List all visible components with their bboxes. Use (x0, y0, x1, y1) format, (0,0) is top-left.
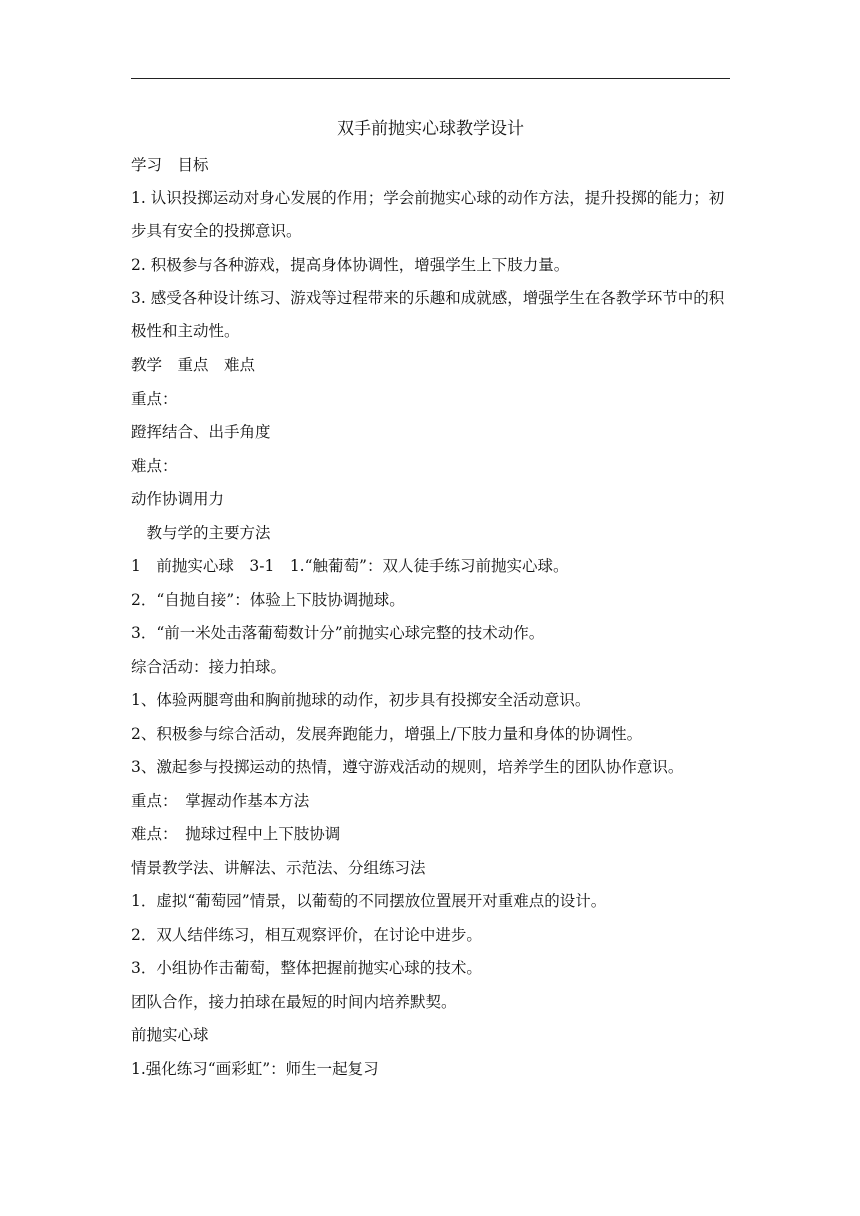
section-heading-methods: 教与学的主要方法 (131, 523, 271, 542)
teaching-step-1: 1．虚拟“葡萄园”情景，以葡萄的不同摆放位置展开对重难点的设计。 (131, 892, 607, 910)
activity-goal-1: 1、体验两腿弯曲和胸前抛球的动作，初步具有投掷安全活动意识。 (131, 691, 591, 709)
activity-goal-2: 2、积极参与综合活动，发展奔跑能力，增强上/下肢力量和身体的协调性。 (131, 724, 643, 743)
section-heading-forward-throw: 前抛实心球 (131, 1026, 209, 1044)
goal-item-1: 1. 认识投掷运动对身心发展的作用；学会前抛实心球的动作方法，提升投掷的能力；初步具有安全的投掷意识。 (131, 189, 725, 240)
section-heading-key-points: 教学 重点 难点 (131, 356, 256, 374)
teaching-step-2: 2．双人结伴练习，相互观察评价，在讨论中进步。 (131, 925, 482, 944)
method-item-2: 2．“自抛自接”：体验上下肢协调抛球。 (131, 590, 405, 609)
activity-heading: 综合活动：接力拍球。 (131, 657, 287, 676)
document-title: 双手前抛实心球教学设计 (337, 119, 524, 139)
teaching-step-3: 3．小组协作击葡萄，整体把握前抛实心球的技术。 (131, 959, 482, 977)
header-rule (131, 78, 730, 79)
teamwork-note: 团队合作，接力拍球在最短的时间内培养默契。 (131, 992, 457, 1011)
difficulty-label: 难点： (131, 456, 178, 475)
method-item-1: 1 前抛实心球 3-1 1.“触葡萄”：双人徒手练习前抛实心球。 (131, 557, 569, 575)
teaching-methods: 情景教学法、讲解法、示范法、分组练习法 (131, 858, 426, 877)
activity-key-point: 重点： 掌握动作基本方法 (131, 791, 310, 810)
document-body (131, 153, 733, 1090)
key-point-text: 蹬挥结合、出手角度 (131, 423, 271, 441)
goal-item-3: 3. 感受各种设计练习、游戏等过程带来的乐趣和成就感，增强学生在各教学环节中的积极性和主动性。 (131, 289, 725, 340)
activity-difficulty: 难点： 抛球过程中上下肢协调 (131, 825, 341, 843)
practice-item-1: 1.强化练习“画彩虹”：师生一起复习 (131, 1059, 379, 1078)
key-point-label: 重点： (131, 389, 178, 408)
difficulty-text: 动作协调用力 (131, 490, 225, 508)
activity-goal-3: 3、激起参与投掷运动的热情，遵守游戏活动的规则，培养学生的团队协作意识。 (131, 758, 684, 776)
goal-item-2: 2. 积极参与各种游戏，提高身体协调性，增强学生上下肢力量。 (131, 256, 570, 274)
section-heading-learning-goals: 学习 目标 (131, 156, 209, 174)
method-item-3: 3．“前一米处击落葡萄数计分”前抛实心球完整的技术动作。 (131, 624, 545, 642)
